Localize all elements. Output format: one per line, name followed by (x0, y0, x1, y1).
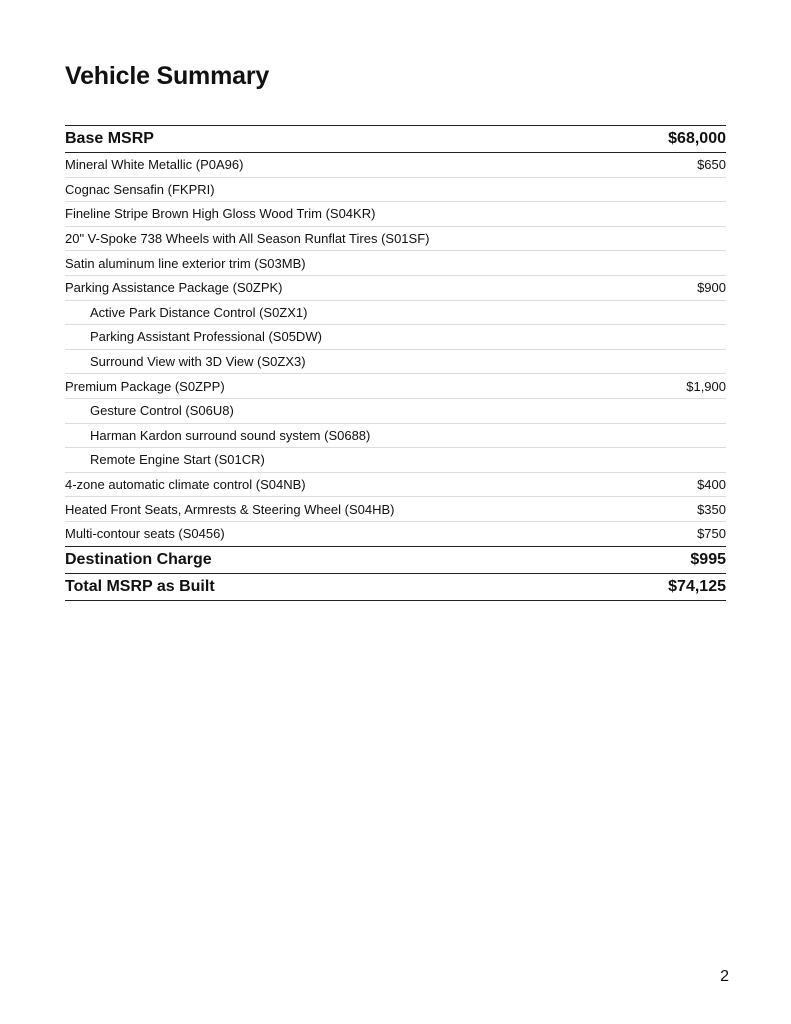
package-item-row (65, 325, 726, 350)
row-price: $650 (697, 157, 726, 173)
row-price: $995 (690, 550, 726, 568)
destination-charge-row (65, 547, 726, 574)
row-price: $400 (697, 477, 726, 493)
row-label: 4-zone automatic climate control (S04NB) (65, 477, 306, 493)
option-row (65, 227, 726, 252)
option-row (65, 497, 726, 522)
page-title: Vehicle Summary (65, 62, 270, 90)
row-label: Remote Engine Start (S01CR) (90, 452, 265, 468)
package-row (65, 374, 726, 399)
row-label: Gesture Control (S06U8) (90, 403, 234, 419)
row-price: $900 (697, 280, 726, 296)
row-label: Base MSRP (65, 130, 154, 147)
option-row (65, 473, 726, 498)
row-label: Satin aluminum line exterior trim (S03MB) (65, 255, 306, 271)
row-label: Heated Front Seats, Armrests & Steering Wheel (S04HB) (65, 501, 395, 517)
option-row (65, 178, 726, 203)
row-price: $74,125 (668, 577, 726, 595)
row-label: Fineline Stripe Brown High Gloss Wood Trim (S04KR) (65, 206, 376, 222)
package-item-row (65, 448, 726, 473)
option-row (65, 522, 726, 547)
row-price: $750 (697, 526, 726, 542)
row-label: Multi-contour seats (S0456) (65, 526, 225, 542)
package-item-row (65, 350, 726, 375)
row-label: Parking Assistance Package (S0ZPK) (65, 280, 283, 296)
base-msrp-row (65, 126, 726, 153)
package-row (65, 276, 726, 301)
row-label: Surround View with 3D View (S0ZX3) (90, 354, 306, 370)
row-label: Active Park Distance Control (S0ZX1) (90, 304, 308, 320)
page-number: 2 (720, 968, 729, 985)
option-row (65, 251, 726, 276)
option-row (65, 153, 726, 178)
option-row (65, 202, 726, 227)
package-item-row (65, 424, 726, 449)
package-item-row (65, 301, 726, 326)
row-label: Harman Kardon surround sound system (S0688) (90, 427, 371, 443)
row-price: $350 (697, 501, 726, 517)
package-item-row (65, 399, 726, 424)
row-label: Parking Assistant Professional (S05DW) (90, 329, 322, 345)
row-label: Cognac Sensafin (FKPRI) (65, 181, 215, 197)
row-label: Total MSRP as Built (65, 577, 215, 595)
total-msrp-row (65, 574, 726, 601)
vehicle-summary-table (65, 125, 726, 601)
row-label: Destination Charge (65, 550, 212, 568)
row-price: $68,000 (668, 130, 726, 147)
row-label: 20" V-Spoke 738 Wheels with All Season Runflat Tires (S01SF) (65, 231, 430, 247)
row-label: Mineral White Metallic (P0A96) (65, 157, 244, 173)
row-price: $1,900 (686, 378, 726, 394)
row-label: Premium Package (S0ZPP) (65, 378, 225, 394)
